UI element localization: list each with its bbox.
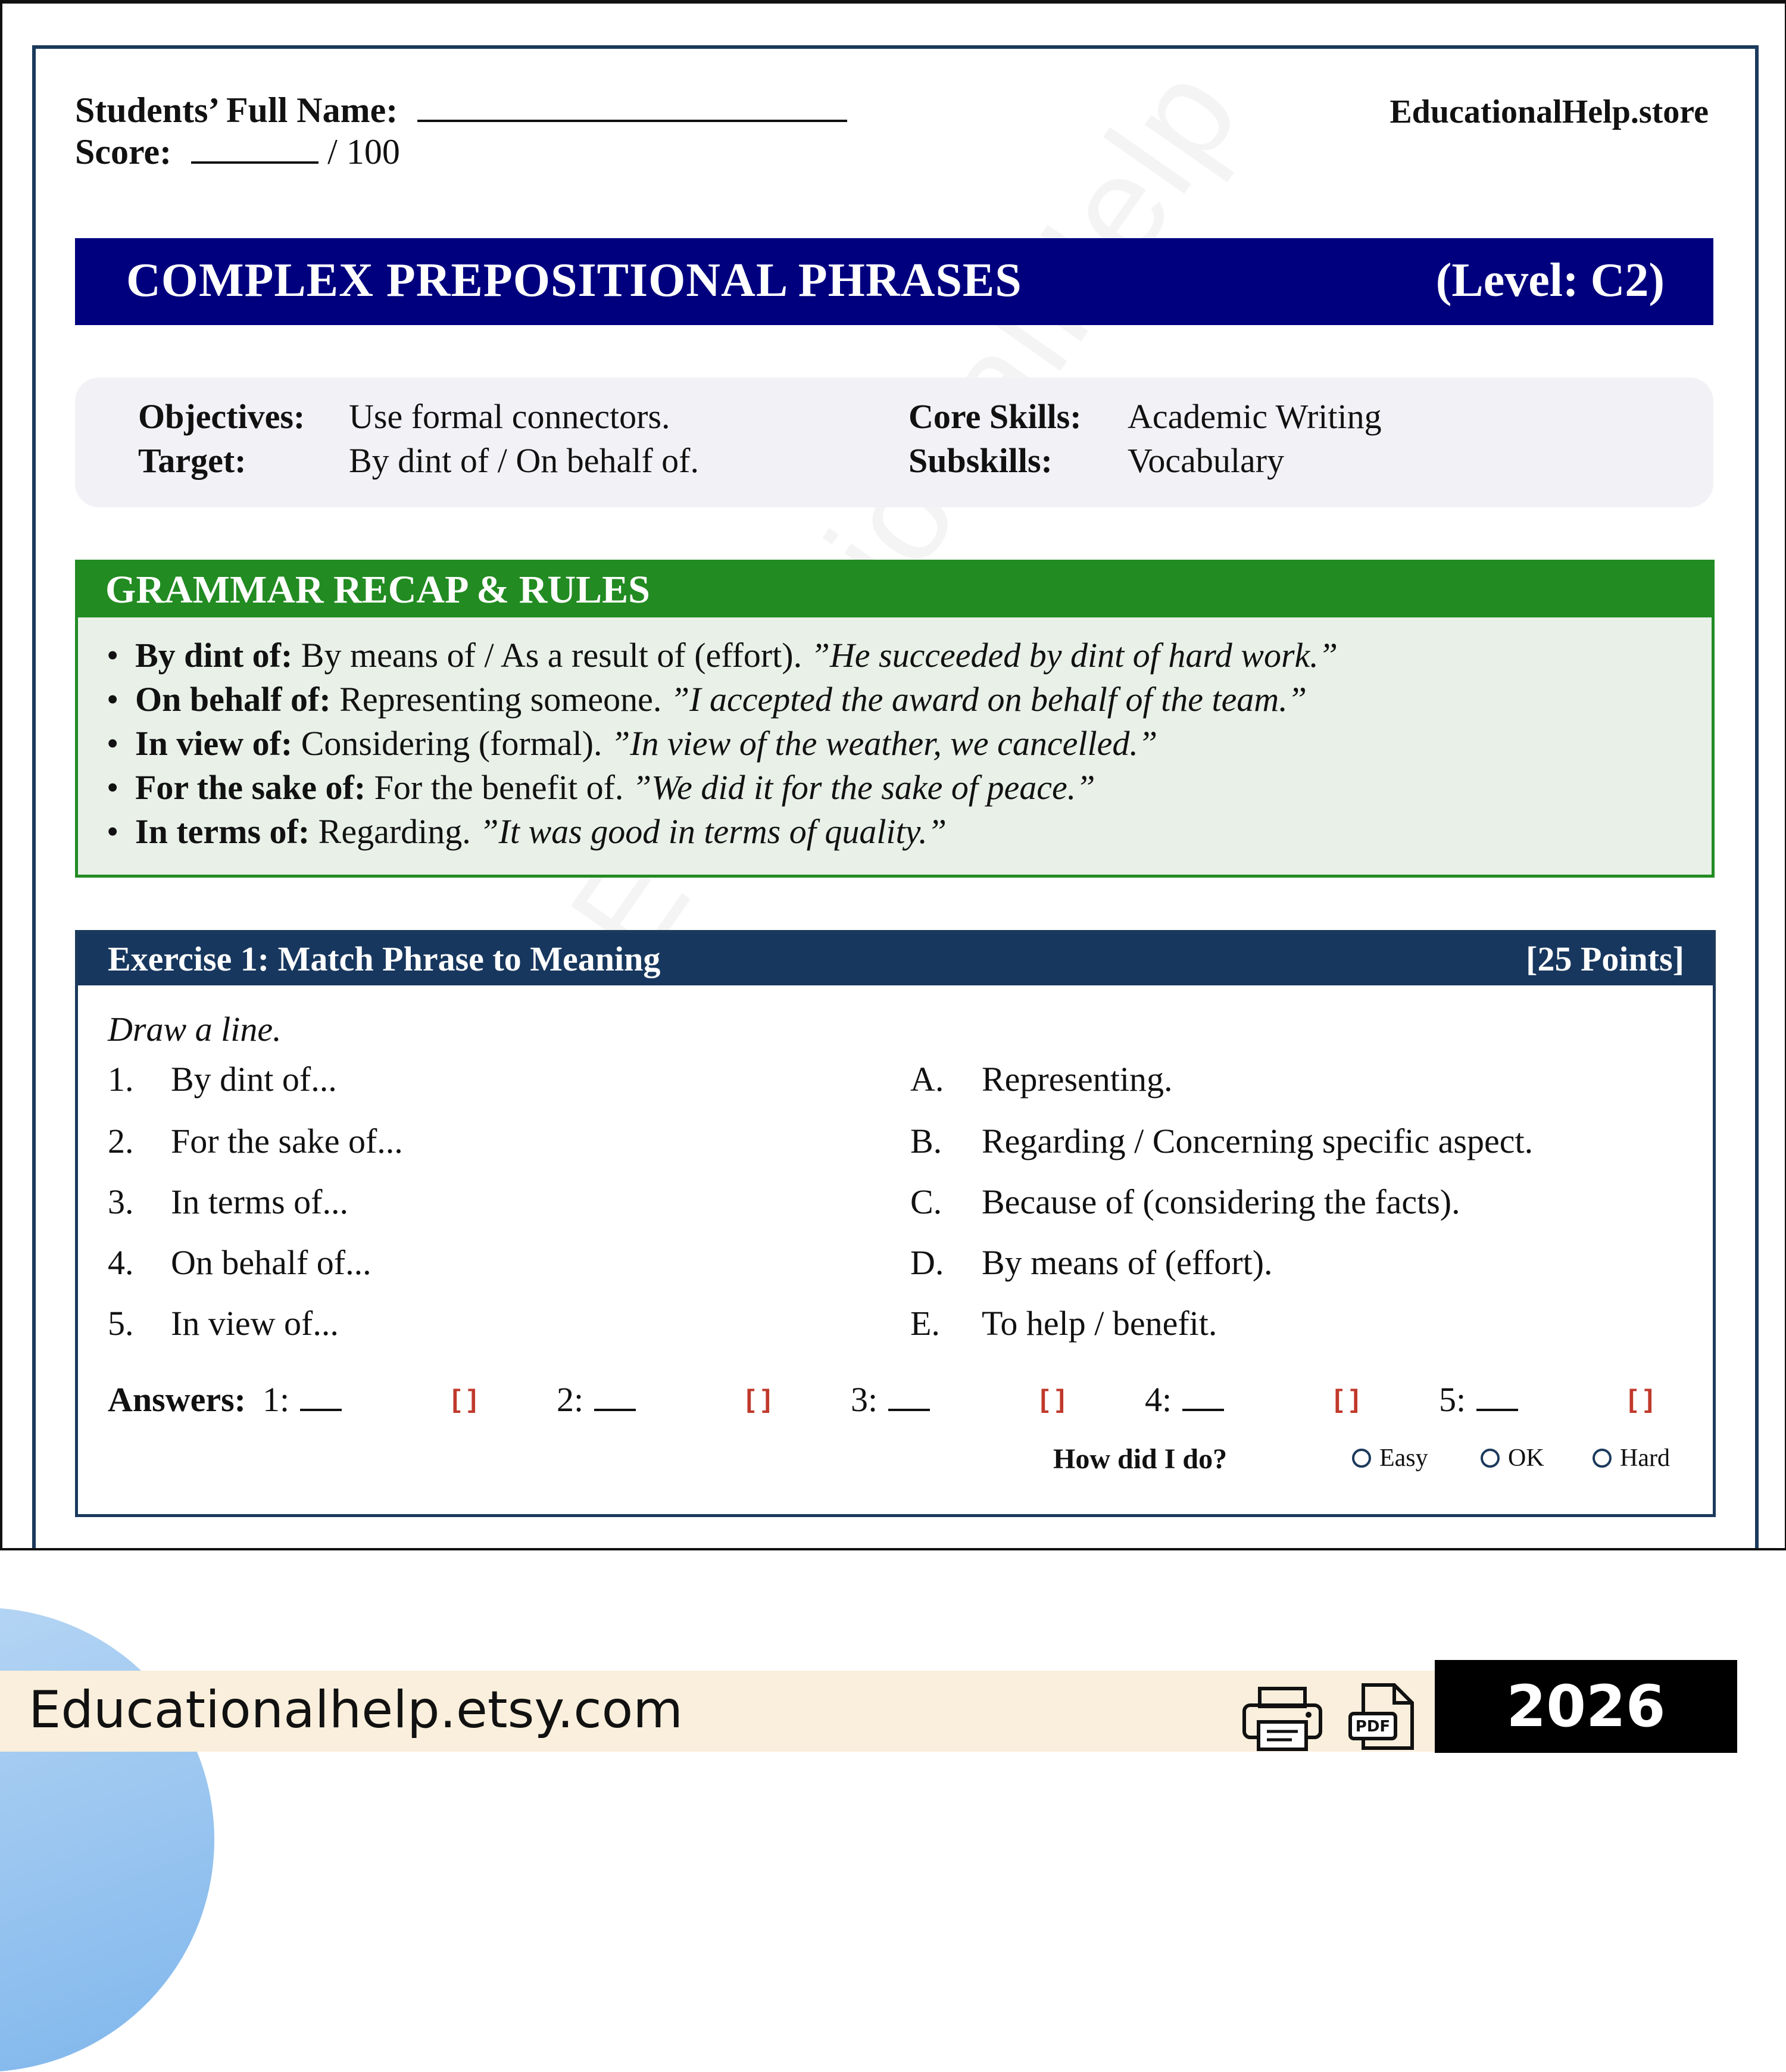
rule-example: ”I accepted the award on behalf of the team.” bbox=[670, 680, 1307, 719]
grammar-header bbox=[78, 563, 1712, 617]
rule-meaning: Representing someone. bbox=[339, 680, 662, 719]
phrase-item[interactable]: By dint of... bbox=[171, 1060, 337, 1099]
exercise-instruction: Draw a line. bbox=[108, 1010, 282, 1049]
score-blank[interactable] bbox=[191, 161, 319, 164]
answer-blank[interactable] bbox=[1182, 1409, 1224, 1411]
phrase-item[interactable]: In terms of... bbox=[171, 1182, 348, 1221]
answer-number: 1: bbox=[263, 1380, 290, 1419]
phrase-item[interactable]: In view of... bbox=[171, 1304, 339, 1343]
rating-ok[interactable] bbox=[1481, 1444, 1544, 1472]
student-name-label: Students’ Full Name: bbox=[75, 91, 398, 130]
answer-slot[interactable] bbox=[851, 1380, 930, 1419]
radio-circle-icon[interactable] bbox=[1352, 1449, 1371, 1468]
rule-item: • In terms of: Regarding. ”It was good in terms of quality.” bbox=[107, 812, 947, 851]
answer-slot[interactable] bbox=[557, 1380, 636, 1419]
subskills-label: Subskills: bbox=[908, 441, 1053, 480]
meaning-item[interactable]: To help / benefit. bbox=[982, 1304, 1217, 1343]
rule-meaning: By means of / As a result of (effort). bbox=[301, 636, 803, 675]
target-label: Target: bbox=[138, 441, 246, 480]
title-bar bbox=[75, 238, 1713, 325]
meaning-letter: B. bbox=[910, 1122, 942, 1160]
objectives-label: Objectives: bbox=[138, 397, 305, 436]
rule-meaning: For the benefit of. bbox=[374, 768, 624, 807]
rating-label: Easy bbox=[1379, 1444, 1428, 1472]
rule-item: • By dint of: By means of / As a result of (effort). ”He succeeded by dint of hard work.” bbox=[107, 636, 1338, 675]
core-skills-label: Core Skills: bbox=[908, 397, 1082, 436]
rule-item: • In view of: Considering (formal). ”In view of the weather, we cancelled.” bbox=[107, 724, 1158, 763]
answer-number: 4: bbox=[1145, 1380, 1172, 1419]
info-box bbox=[75, 377, 1713, 507]
rule-term: On behalf of: bbox=[135, 680, 331, 719]
rating-hard[interactable] bbox=[1593, 1444, 1670, 1472]
pdf-icon-label: PDF bbox=[1355, 1718, 1391, 1736]
phrase-number: 1. bbox=[108, 1060, 134, 1099]
rating-easy[interactable] bbox=[1352, 1444, 1428, 1472]
rule-term: For the sake of: bbox=[135, 768, 366, 807]
page-title: COMPLEX PREPOSITIONAL PHRASES bbox=[126, 254, 1022, 307]
rating-label: OK bbox=[1508, 1444, 1544, 1472]
phrase-number: 2. bbox=[108, 1122, 134, 1160]
phrase-item[interactable]: On behalf of... bbox=[171, 1243, 371, 1282]
phrase-number: 5. bbox=[108, 1304, 134, 1343]
level-label: (Level: C2) bbox=[1435, 254, 1665, 307]
rule-term: In view of: bbox=[135, 724, 293, 763]
meaning-item[interactable]: Regarding / Concerning specific aspect. bbox=[982, 1122, 1534, 1160]
rule-example: ”We did it for the sake of peace.” bbox=[632, 768, 1095, 807]
meaning-item[interactable]: By means of (effort). bbox=[982, 1243, 1273, 1282]
score-label: Score: bbox=[75, 132, 172, 171]
answer-number: 2: bbox=[557, 1380, 584, 1419]
phrase-number: 4. bbox=[108, 1243, 134, 1282]
core-skills-value: Academic Writing bbox=[1128, 397, 1382, 436]
footer-url[interactable]: Educationalhelp.etsy.com bbox=[29, 1680, 683, 1740]
rating-label: Hard bbox=[1620, 1444, 1670, 1472]
bracket-box[interactable]: [ ] bbox=[1628, 1384, 1653, 1413]
answer-number: 5: bbox=[1439, 1380, 1466, 1419]
self-check-label: How did I do? bbox=[1053, 1443, 1228, 1475]
subskills-value: Vocabulary bbox=[1128, 441, 1285, 480]
answer-blank[interactable] bbox=[888, 1409, 930, 1411]
meaning-letter: E. bbox=[910, 1304, 940, 1343]
target-value: By dint of / On behalf of. bbox=[349, 441, 699, 480]
answer-slot[interactable] bbox=[263, 1380, 342, 1419]
answers-label: Answers: bbox=[108, 1380, 246, 1419]
site-name: EducationalHelp.store bbox=[1390, 93, 1709, 130]
pdf-file-icon bbox=[1347, 1681, 1417, 1752]
answer-slot[interactable] bbox=[1145, 1380, 1224, 1419]
answer-number: 3: bbox=[851, 1380, 878, 1419]
score-line bbox=[75, 132, 400, 173]
answer-slot[interactable] bbox=[1439, 1380, 1518, 1419]
radio-circle-icon[interactable] bbox=[1593, 1449, 1612, 1468]
year-badge: 2026 bbox=[1435, 1660, 1737, 1753]
objectives-value: Use formal connectors. bbox=[349, 397, 670, 436]
meaning-item[interactable]: Because of (considering the facts). bbox=[982, 1182, 1460, 1221]
score-total: / 100 bbox=[327, 132, 400, 171]
meaning-letter: C. bbox=[910, 1182, 942, 1221]
rule-example: ”It was good in terms of quality.” bbox=[479, 812, 947, 851]
rule-example: ”He succeeded by dint of hard work.” bbox=[810, 636, 1338, 675]
student-name-blank[interactable] bbox=[417, 120, 847, 122]
exercise-1 bbox=[75, 930, 1716, 1517]
rule-item: • On behalf of: Representing someone. ”I accepted the award on behalf of the team.” bbox=[107, 680, 1307, 719]
bracket-box[interactable]: [ ] bbox=[746, 1384, 771, 1413]
radio-circle-icon[interactable] bbox=[1481, 1449, 1500, 1468]
answer-blank[interactable] bbox=[300, 1409, 342, 1411]
meaning-letter: D. bbox=[910, 1243, 944, 1282]
meaning-letter: A. bbox=[910, 1060, 944, 1099]
bracket-box[interactable]: [ ] bbox=[1334, 1384, 1359, 1413]
rule-item: • For the sake of: For the benefit of. ”We did it for the sake of peace.” bbox=[107, 768, 1095, 807]
rule-meaning: Considering (formal). bbox=[301, 724, 602, 763]
student-name-line bbox=[75, 90, 847, 131]
printer-icon bbox=[1241, 1685, 1324, 1752]
answer-blank[interactable] bbox=[594, 1409, 636, 1411]
exercise-1-points: [25 Points] bbox=[1526, 940, 1684, 978]
phrase-item[interactable]: For the sake of... bbox=[171, 1122, 403, 1160]
grammar-heading: GRAMMAR RECAP & RULES bbox=[105, 568, 650, 611]
answer-blank[interactable] bbox=[1476, 1409, 1518, 1411]
answers-row bbox=[108, 1380, 1653, 1419]
meaning-item[interactable]: Representing. bbox=[982, 1060, 1173, 1099]
bracket-box[interactable]: [ ] bbox=[452, 1384, 477, 1413]
rule-example: ”In view of the weather, we cancelled.” bbox=[610, 724, 1158, 763]
exercise-1-header bbox=[78, 933, 1713, 985]
bracket-box[interactable]: [ ] bbox=[1040, 1384, 1065, 1413]
rule-meaning: Regarding. bbox=[318, 812, 471, 851]
exercise-1-title: Exercise 1: Match Phrase to Meaning bbox=[108, 940, 661, 978]
rule-term: By dint of: bbox=[135, 636, 293, 675]
rule-term: In terms of: bbox=[135, 812, 310, 851]
phrase-number: 3. bbox=[108, 1182, 134, 1221]
rules-list bbox=[107, 635, 1688, 856]
grammar-box bbox=[75, 560, 1715, 878]
